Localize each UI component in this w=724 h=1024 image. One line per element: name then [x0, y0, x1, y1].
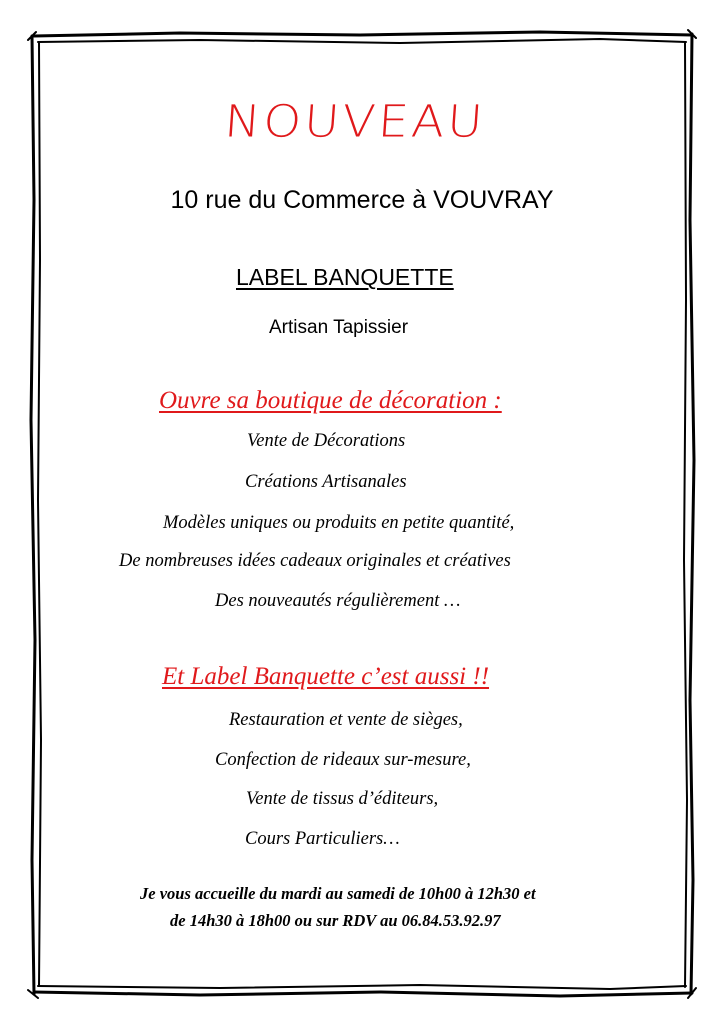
brand-name: LABEL BANQUETTE	[236, 264, 454, 290]
section1-item: Des nouveautés régulièrement …	[215, 591, 461, 611]
section2-item: Restauration et vente de sièges,	[229, 710, 463, 730]
section1-item: Vente de Décorations	[247, 431, 406, 451]
flyer-title: NOUVEAU	[222, 96, 488, 148]
section1-heading: Ouvre sa boutique de décoration :	[159, 387, 502, 414]
section2-heading: Et Label Banquette c’est aussi !!	[162, 663, 490, 690]
opening-hours-line-1: Je vous accueille du mardi au samedi de 10h00 à 12h30 et	[140, 884, 536, 903]
section1-item: De nombreuses idées cadeaux originales et créatives	[119, 551, 511, 571]
trade-subtitle: Artisan Tapissier	[269, 317, 409, 338]
opening-hours-line-2: de 14h30 à 18h00 ou sur RDV au 06.84.53.92.97	[170, 911, 501, 930]
section1-item: Créations Artisanales	[245, 472, 407, 492]
section1-item: Modèles uniques ou produits en petite quantité,	[163, 513, 515, 533]
section2-item: Vente de tissus d’éditeurs,	[246, 789, 439, 809]
shop-address: 10 rue du Commerce à VOUVRAY	[170, 186, 554, 214]
section2-item: Confection de rideaux sur-mesure,	[215, 750, 471, 770]
section2-item: Cours Particuliers…	[245, 829, 400, 849]
